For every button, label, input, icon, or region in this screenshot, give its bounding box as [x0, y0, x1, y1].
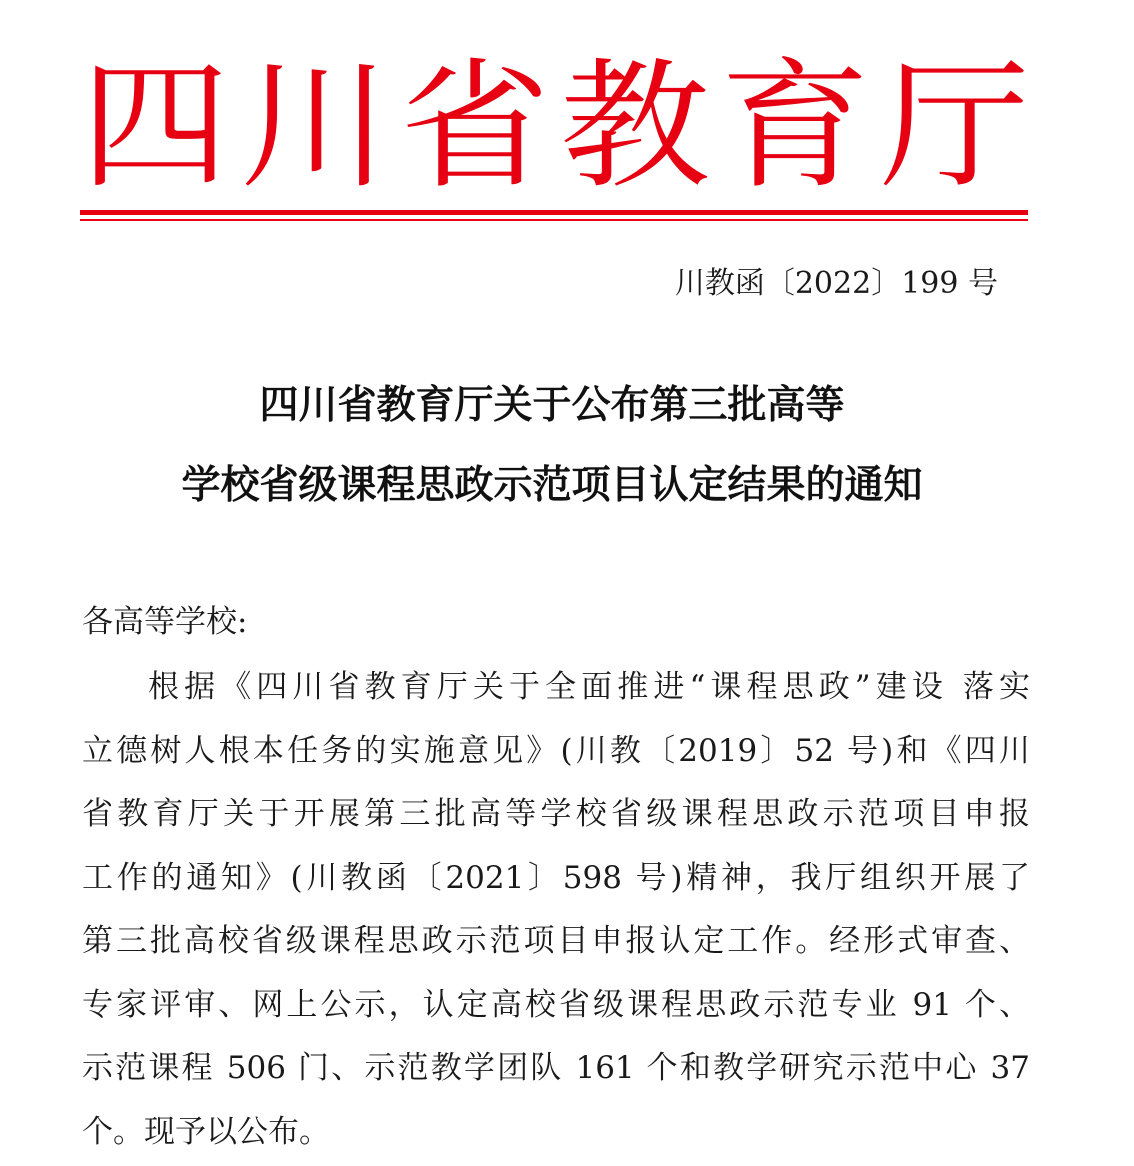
masthead-char: 四: [80, 46, 231, 208]
body-paragraph: [82, 656, 1030, 1164]
paragraph-line: 示范课程 506 门、示范教学团队 161 个和教学研究示范中心 37: [82, 1050, 1030, 1086]
issuing-authority-masthead: [80, 46, 1031, 208]
paragraph-line: 专家评审、网上公示，认定高校省级课程思政示范专业 91 个、: [82, 986, 1030, 1023]
paragraph-line: 第三批高校省级课程思政示范项目申报认定工作。经形式审查、: [82, 923, 1030, 959]
paragraph-line: 省教育厅关于开展第三批高等学校省级课程思政示范项目申报: [82, 796, 1030, 832]
masthead-char: 厅: [880, 46, 1031, 208]
title-line-2: 学校省级课程思政示范项目认定结果的通知: [181, 463, 923, 508]
paragraph-line: 根据《四川省教育厅关于全面推进“课程思政”建设 落实: [148, 669, 1030, 705]
masthead-char: 川: [240, 46, 391, 208]
title-line-1: 四川省教育厅关于公布第三批高等: [259, 383, 845, 428]
masthead-char: 育: [720, 46, 871, 208]
masthead-char: 教: [560, 46, 711, 208]
document-number: 川教函〔2022〕199 号: [674, 266, 998, 301]
masthead-char: 省: [400, 46, 551, 208]
paragraph-line: 个。现予以公布。: [82, 1113, 330, 1150]
paragraph-line: 工作的通知》(川教函〔2021〕598 号)精神，我厅组织开展了: [82, 859, 1030, 896]
red-divider-thin: [80, 219, 1028, 221]
red-divider-thick: [80, 210, 1028, 215]
salutation: 各高等学校:: [82, 604, 248, 640]
document-title: [0, 366, 1104, 526]
paragraph-line: 立德树人根本任务的实施意见》(川教〔2019〕52 号)和《四川: [82, 732, 1030, 769]
